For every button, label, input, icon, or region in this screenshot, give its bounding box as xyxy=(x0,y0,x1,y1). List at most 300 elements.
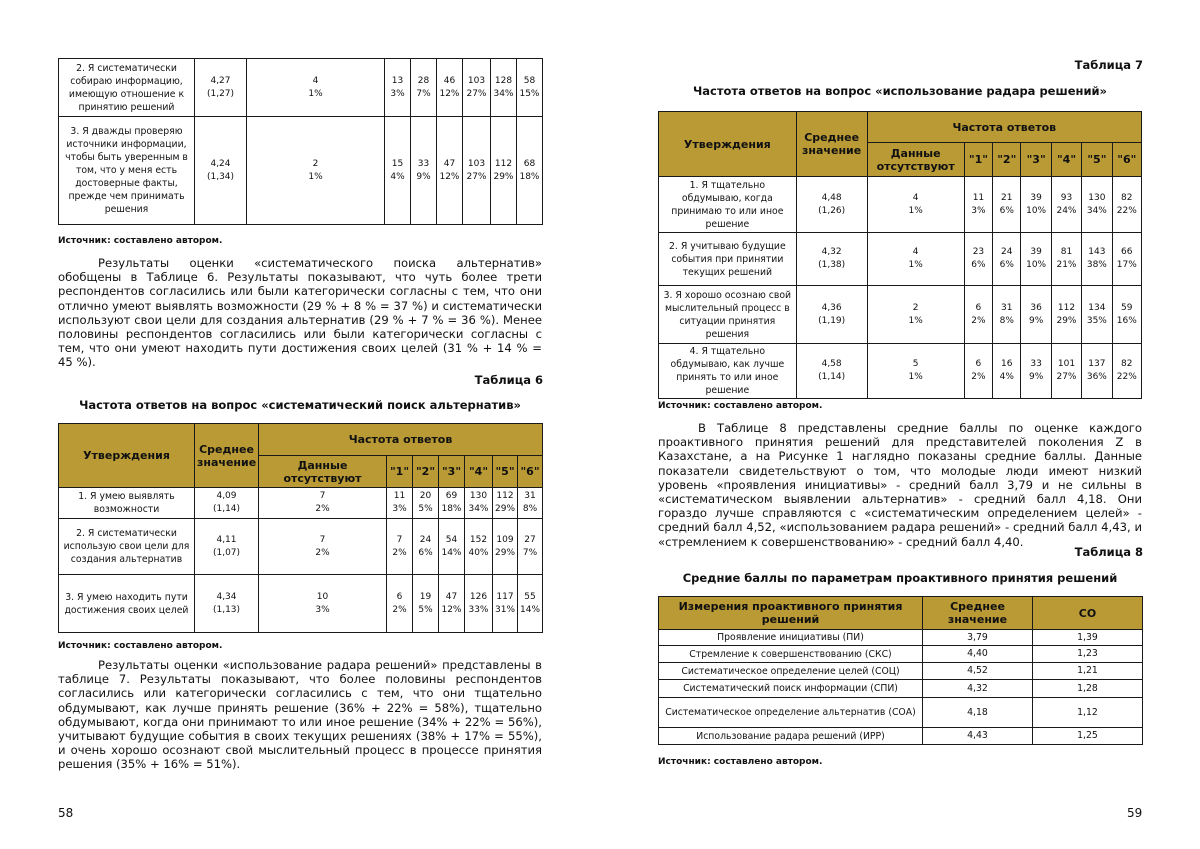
frequency-cell-value: 55 xyxy=(524,591,536,602)
frequency-cell-secondary: 12% xyxy=(439,88,460,99)
frequency-cell-value: 6 xyxy=(975,302,982,313)
frequency-cell-value: 39 xyxy=(1030,247,1042,257)
missing-cell-secondary: 1% xyxy=(908,260,923,270)
frequency-cell-value: 24 xyxy=(419,534,432,545)
frequency-cell xyxy=(993,286,1021,344)
frequency-cell-secondary: 27% xyxy=(466,88,487,99)
frequency-cell-value: 33 xyxy=(417,158,430,169)
table7-header-missing: Данные отсутствуют xyxy=(867,143,964,177)
frequency-cell xyxy=(1021,286,1051,344)
frequency-cell xyxy=(493,575,518,633)
table6-header-missing: Данные отсутствуют xyxy=(259,456,387,488)
frequency-cell-value: 36 xyxy=(1030,302,1042,313)
frequency-cell-secondary: 17% xyxy=(1116,260,1137,270)
frequency-cell-value: 47 xyxy=(443,158,456,169)
frequency-cell-secondary: 2% xyxy=(392,604,407,615)
frequency-cell xyxy=(518,575,543,633)
dimension-cell: Систематическое определение целей (СОЦ) xyxy=(659,663,923,680)
frequency-cell-secondary: 14% xyxy=(441,547,462,558)
table7-number: Таблица 7 xyxy=(1074,58,1143,72)
frequency-cell xyxy=(964,233,992,286)
table-row xyxy=(659,286,1142,344)
missing-cell-value: 10 xyxy=(316,591,329,602)
table7 xyxy=(658,111,1142,399)
frequency-cell-secondary: 40% xyxy=(468,547,489,558)
frequency-cell xyxy=(437,59,463,117)
table-row xyxy=(659,646,1143,663)
missing-cell-value: 4 xyxy=(912,247,919,257)
frequency-cell xyxy=(493,488,518,519)
source-note: Источник: составлено автором. xyxy=(58,236,223,246)
frequency-cell-secondary: 27% xyxy=(466,171,487,182)
frequency-cell-secondary: 24% xyxy=(1056,205,1077,216)
frequency-cell-secondary: 29% xyxy=(493,171,514,182)
table8 xyxy=(658,596,1143,745)
missing-cell-secondary: 1% xyxy=(908,205,923,216)
frequency-cell xyxy=(413,488,439,519)
frequency-cell-secondary: 7% xyxy=(522,547,538,558)
frequency-cell-secondary: 10% xyxy=(1026,205,1047,216)
frequency-cell xyxy=(465,519,493,575)
frequency-cell-value: 103 xyxy=(467,75,486,86)
frequency-cell-secondary: 35% xyxy=(1086,315,1107,326)
frequency-cell xyxy=(1112,233,1141,286)
missing-cell-value: 2 xyxy=(312,158,319,169)
frequency-cell xyxy=(491,117,517,225)
frequency-cell-secondary: 34% xyxy=(1086,205,1107,216)
frequency-cell xyxy=(493,519,518,575)
paragraph-systematic-search: Результаты оценки «систематического поиска альтернатив» обобщены в Таблице 6. Результаты показывают, что чуть более трети респондентов согласились или были категорически согласны с тем, что они отлично умеют выявлять возможности (29 % + 8 % = 37 %) и систематически используют свои цели для создания альтернатив (29 % + 7 % = 36 %). Менее половины респондентов согласились или были категорически согласны с тем, что они умеют находить пути достижения своих целей (31 % + 14 % = 45 %). xyxy=(58,256,542,370)
dimension-cell: Использование радара решений (ИРР) xyxy=(659,728,923,745)
mean-cell-secondary: (1,13) xyxy=(212,604,241,615)
frequency-cell-secondary: 7% xyxy=(416,88,431,99)
frequency-cell xyxy=(1021,233,1051,286)
frequency-cell xyxy=(1112,344,1141,399)
frequency-cell-value: 54 xyxy=(445,534,458,545)
frequency-cell-secondary: 3% xyxy=(971,205,986,216)
missing-cell-secondary: 1% xyxy=(908,372,923,382)
table7-title: Частота ответов на вопрос «использование радара решений» xyxy=(693,84,1107,98)
frequency-cell-value: 101 xyxy=(1057,359,1076,369)
table6-header-mean: Среднее значение xyxy=(195,424,259,488)
frequency-cell-secondary: 29% xyxy=(1056,315,1077,326)
frequency-cell-secondary: 4% xyxy=(390,171,405,182)
frequency-cell-value: 7 xyxy=(396,534,403,545)
frequency-cell-secondary: 22% xyxy=(1116,205,1137,216)
frequency-cell-value: 59 xyxy=(1121,302,1133,313)
frequency-cell-value: 24 xyxy=(1001,247,1013,257)
frequency-cell-value: 19 xyxy=(419,591,432,602)
missing-cell xyxy=(867,286,964,344)
frequency-cell-value: 11 xyxy=(393,491,406,501)
dimension-cell: Систематическое определение альтернатив (СОА) xyxy=(659,698,923,728)
frequency-cell xyxy=(1021,344,1051,399)
frequency-cell xyxy=(437,117,463,225)
missing-cell-secondary: 3% xyxy=(315,604,330,615)
table6-header-statements: Утверждения xyxy=(59,424,195,488)
frequency-cell-value: 33 xyxy=(1030,359,1042,369)
frequency-cell-secondary: 2% xyxy=(971,372,986,382)
statement-cell: 2. Я систематически использую свои цели для создания альтернатив xyxy=(59,519,195,575)
frequency-cell-value: 143 xyxy=(1088,247,1106,257)
table6-header-frequency: Частота ответов xyxy=(259,424,543,456)
mean-cell xyxy=(195,575,259,633)
mean-cell xyxy=(195,59,247,117)
frequency-cell-secondary: 12% xyxy=(439,171,460,182)
missing-cell-value: 4 xyxy=(912,192,919,203)
frequency-cell xyxy=(413,575,439,633)
table-row xyxy=(59,575,543,633)
table-row xyxy=(59,59,543,117)
table7-header-mean: Среднее значение xyxy=(796,112,867,177)
frequency-cell-secondary: 31% xyxy=(495,604,516,615)
frequency-cell-value: 46 xyxy=(443,75,456,86)
frequency-cell-secondary: 12% xyxy=(441,604,462,615)
table6-title: Частота ответов на вопрос «систематический поиск альтернатив» xyxy=(79,398,521,412)
frequency-cell-value: 112 xyxy=(1057,302,1076,313)
sd-cell: 1,23 xyxy=(1033,646,1143,663)
frequency-cell xyxy=(1082,233,1112,286)
mean-cell xyxy=(796,233,867,286)
frequency-cell xyxy=(439,519,465,575)
table6-header-scale: "3" xyxy=(439,456,465,488)
mean-cell-secondary: (1,26) xyxy=(818,205,846,216)
frequency-cell xyxy=(993,233,1021,286)
missing-cell xyxy=(867,344,964,399)
missing-cell-secondary: 2% xyxy=(315,547,330,558)
mean-cell xyxy=(195,488,259,519)
mean-cell xyxy=(796,344,867,399)
frequency-cell-secondary: 38% xyxy=(1086,260,1107,270)
mean-cell xyxy=(796,177,867,233)
frequency-cell-value: 117 xyxy=(496,591,514,602)
frequency-cell-secondary: 18% xyxy=(441,504,462,514)
table8-header-mean: Среднее значение xyxy=(923,597,1033,630)
table-row xyxy=(659,233,1142,286)
frequency-cell xyxy=(964,344,992,399)
mean-cell-value: 4,32 xyxy=(821,247,842,257)
frequency-cell xyxy=(439,488,465,519)
frequency-cell-value: 126 xyxy=(469,591,488,602)
mean-cell-value: 4,36 xyxy=(821,302,842,313)
table6-header-scale: "6" xyxy=(518,456,543,488)
frequency-cell-secondary: 6% xyxy=(999,205,1014,216)
missing-cell xyxy=(259,519,387,575)
missing-cell-secondary: 1% xyxy=(908,315,923,326)
missing-cell xyxy=(867,177,964,233)
frequency-cell-value: 11 xyxy=(972,192,985,203)
frequency-cell xyxy=(387,519,413,575)
table7-header-scale: "3" xyxy=(1021,143,1051,177)
frequency-cell-value: 68 xyxy=(523,158,536,169)
mean-cell: 4,32 xyxy=(923,680,1033,698)
frequency-cell-secondary: 34% xyxy=(493,88,514,99)
frequency-cell-secondary: 6% xyxy=(418,547,433,558)
mean-cell: 4,43 xyxy=(923,728,1033,745)
frequency-cell xyxy=(1051,344,1081,399)
frequency-cell xyxy=(463,59,491,117)
statement-cell: 2. Я систематически собираю информацию, имеющую отношение к принятию решений xyxy=(59,59,195,117)
sd-cell: 1,28 xyxy=(1033,680,1143,698)
frequency-cell-secondary: 5% xyxy=(418,604,433,615)
table8-header-sd: СО xyxy=(1033,597,1143,630)
frequency-cell-value: 112 xyxy=(494,158,513,169)
frequency-cell-value: 93 xyxy=(1060,192,1073,203)
table-row xyxy=(659,630,1143,646)
missing-cell-value: 7 xyxy=(319,534,326,545)
mean-cell: 3,79 xyxy=(923,630,1033,646)
table7-header-statements: Утверждения xyxy=(659,112,797,177)
frequency-cell-value: 112 xyxy=(496,491,514,501)
frequency-cell-secondary: 9% xyxy=(416,171,431,182)
page-number: 58 xyxy=(58,806,74,820)
mean-cell xyxy=(195,117,247,225)
table6-number: Таблица 6 xyxy=(474,373,543,387)
sd-cell: 1,25 xyxy=(1033,728,1143,745)
mean-cell-secondary: (1,38) xyxy=(818,260,846,270)
dimension-cell: Систематический поиск информации (СПИ) xyxy=(659,680,923,698)
table-row xyxy=(59,488,543,519)
mean-cell-secondary: (1,34) xyxy=(206,171,235,182)
frequency-cell xyxy=(1051,177,1081,233)
table6 xyxy=(58,423,543,633)
frequency-cell xyxy=(1112,286,1141,344)
frequency-cell-value: 23 xyxy=(972,247,985,257)
frequency-cell-secondary: 36% xyxy=(1086,372,1107,382)
frequency-cell-secondary: 29% xyxy=(495,504,516,514)
table-row xyxy=(659,680,1143,698)
mean-cell-secondary: (1,14) xyxy=(212,504,241,514)
frequency-cell xyxy=(1082,177,1112,233)
missing-cell-value: 5 xyxy=(912,359,919,369)
table-row xyxy=(659,344,1142,399)
missing-cell-secondary: 1% xyxy=(308,171,323,182)
frequency-cell-value: 15 xyxy=(391,158,404,169)
frequency-cell-value: 81 xyxy=(1060,247,1073,257)
mean-cell-secondary: (1,14) xyxy=(818,372,846,382)
frequency-cell xyxy=(385,117,411,225)
frequency-cell-secondary: 6% xyxy=(999,260,1014,270)
paragraph-table8-intro: В Таблице 8 представлены средние баллы по оценке каждого проактивного принятия решений для представителей поколения Z в Казахстане, а на Рисунке 1 наглядно показаны средние баллы. Данные показатели свидетельствуют о том, что молодые люди имеют низкий уровень «проявления инициативы» - средний балл 3,79 и не сильны в «систематическом выявлении альтернатив» - средний балл 4,18. Они гораздо лучше справляются с «систематическим определением целей» - средний балл 4,52, «использованием радара решений» - средний балл 4,43, и «стремлением к совершенствованию» - средний балл 4,40. xyxy=(658,421,1142,549)
mean-cell: 4,40 xyxy=(923,646,1033,663)
statement-cell: 1. Я тщательно обдумываю, когда принимаю то или иное решение xyxy=(659,177,797,233)
source-note: Источник: составлено автором. xyxy=(658,401,823,411)
table6-header-scale: "2" xyxy=(413,456,439,488)
missing-cell xyxy=(247,59,385,117)
frequency-cell-secondary: 29% xyxy=(495,547,516,558)
missing-cell xyxy=(867,233,964,286)
mean-cell-value: 4,58 xyxy=(821,359,842,369)
mean-cell xyxy=(195,519,259,575)
statement-cell: 2. Я учитываю будущие события при принятии текущих решений xyxy=(659,233,797,286)
mean-cell-value: 4,27 xyxy=(210,75,231,86)
frequency-cell-value: 20 xyxy=(419,491,432,501)
frequency-cell-value: 39 xyxy=(1030,192,1042,203)
frequency-cell-secondary: 34% xyxy=(468,504,489,514)
frequency-cell xyxy=(964,286,992,344)
frequency-cell xyxy=(411,117,437,225)
table7-header-scale: "2" xyxy=(993,143,1021,177)
paragraph-decision-radar: Результаты оценки «использование радара решений» представлены в таблице 7. Результаты показывают, что более половины респондентов согласились или категорически согласились с тем, что они тщательно обдумывают, как лучше принять решение (36% + 22% = 58%), тщательно обдумывают, когда они принимают то или иное решение (34% + 22% = 56%), учитывают будущие события в своих текущих решениях (38% + 17% = 55%), и очень хорошо осознают свой мыслительный процесс в процессе принятия решения (35% + 16% = 51%). xyxy=(58,658,542,772)
frequency-cell-value: 137 xyxy=(1088,359,1106,369)
frequency-cell-value: 58 xyxy=(523,75,536,86)
missing-cell-secondary: 1% xyxy=(308,88,323,99)
frequency-cell-value: 109 xyxy=(496,534,514,545)
frequency-cell-secondary: 8% xyxy=(999,315,1014,326)
sd-cell: 1,39 xyxy=(1033,630,1143,646)
mean-cell-value: 4,24 xyxy=(210,158,231,169)
frequency-cell-secondary: 14% xyxy=(520,604,541,615)
frequency-cell-value: 31 xyxy=(524,491,536,501)
missing-cell xyxy=(259,575,387,633)
table6-header-scale: "1" xyxy=(387,456,413,488)
table7-header-scale: "1" xyxy=(964,143,992,177)
frequency-cell xyxy=(413,519,439,575)
frequency-cell xyxy=(517,117,543,225)
frequency-cell xyxy=(1051,233,1081,286)
frequency-cell-secondary: 2% xyxy=(392,547,407,558)
statement-cell: 1. Я умею выявлять возможности xyxy=(59,488,195,519)
table-row xyxy=(59,117,543,225)
mean-cell xyxy=(796,286,867,344)
frequency-cell-secondary: 22% xyxy=(1116,372,1137,382)
mean-cell-secondary: (1,27) xyxy=(206,88,235,99)
frequency-cell xyxy=(518,519,543,575)
table-row xyxy=(659,663,1143,680)
frequency-cell-secondary: 9% xyxy=(1028,315,1044,326)
frequency-cell-secondary: 33% xyxy=(468,604,489,615)
frequency-cell xyxy=(1082,344,1112,399)
mean-cell: 4,52 xyxy=(923,663,1033,680)
table8-number: Таблица 8 xyxy=(1074,545,1143,559)
frequency-cell-secondary: 2% xyxy=(971,315,986,326)
table7-header-scale: "5" xyxy=(1082,143,1112,177)
frequency-cell xyxy=(964,177,992,233)
frequency-cell xyxy=(411,59,437,117)
frequency-cell-secondary: 8% xyxy=(522,504,538,514)
frequency-cell-value: 130 xyxy=(469,491,488,501)
frequency-cell-secondary: 3% xyxy=(392,504,407,514)
source-note: Источник: составлено автором. xyxy=(58,641,223,651)
dimension-cell: Стремление к совершенствованию (СКС) xyxy=(659,646,923,663)
frequency-cell-secondary: 4% xyxy=(999,372,1014,382)
frequency-cell xyxy=(518,488,543,519)
mean-cell-secondary: (1,07) xyxy=(212,547,241,558)
table-row xyxy=(59,519,543,575)
statement-cell: 3. Я хорошо осознаю свой мыслительный процесс в ситуации принятия решения xyxy=(659,286,797,344)
table7-header-scale: "6" xyxy=(1112,143,1141,177)
frequency-cell-value: 130 xyxy=(1088,192,1106,203)
statement-cell: 3. Я умею находить пути достижения своих целей xyxy=(59,575,195,633)
missing-cell-value: 2 xyxy=(912,302,919,313)
missing-cell xyxy=(247,117,385,225)
dimension-cell: Проявление инициативы (ПИ) xyxy=(659,630,923,646)
mean-cell-value: 4,11 xyxy=(216,534,237,545)
frequency-cell xyxy=(465,575,493,633)
frequency-cell-value: 47 xyxy=(445,591,458,602)
table7-header-frequency: Частота ответов xyxy=(867,112,1141,143)
source-note: Источник: составлено автором. xyxy=(658,757,823,767)
table-row xyxy=(659,698,1143,728)
frequency-cell-value: 66 xyxy=(1121,247,1133,257)
frequency-cell-value: 134 xyxy=(1088,302,1106,313)
frequency-cell xyxy=(993,344,1021,399)
frequency-cell-value: 103 xyxy=(467,158,486,169)
frequency-cell-value: 128 xyxy=(494,75,513,86)
frequency-cell xyxy=(387,488,413,519)
table6-header-scale: "5" xyxy=(493,456,518,488)
missing-cell-value: 7 xyxy=(319,491,326,501)
right-page xyxy=(600,0,1200,849)
frequency-cell-value: 69 xyxy=(445,491,458,501)
table7-header-scale: "4" xyxy=(1051,143,1081,177)
frequency-cell-value: 152 xyxy=(469,534,488,545)
frequency-cell xyxy=(1112,177,1141,233)
mean-cell: 4,18 xyxy=(923,698,1033,728)
table6-header-scale: "4" xyxy=(465,456,493,488)
table5-continuation xyxy=(58,58,543,225)
frequency-cell xyxy=(1051,286,1081,344)
frequency-cell-secondary: 18% xyxy=(519,171,540,182)
mean-cell-value: 4,09 xyxy=(216,491,237,501)
page-number: 59 xyxy=(1127,806,1143,820)
table8-title: Средние баллы по параметрам проактивного принятия решений xyxy=(682,571,1118,585)
mean-cell-secondary: (1,19) xyxy=(818,315,846,326)
table8-header-dimension: Измерения проактивного принятия решений xyxy=(659,597,923,630)
frequency-cell-value: 31 xyxy=(1001,302,1013,313)
frequency-cell-value: 27 xyxy=(524,534,536,545)
frequency-cell-value: 13 xyxy=(391,75,404,86)
frequency-cell xyxy=(1082,286,1112,344)
frequency-cell-secondary: 5% xyxy=(418,504,433,514)
mean-cell-value: 4,34 xyxy=(216,591,237,602)
frequency-cell xyxy=(385,59,411,117)
sd-cell: 1,12 xyxy=(1033,698,1143,728)
frequency-cell-secondary: 16% xyxy=(1116,315,1137,326)
frequency-cell-secondary: 6% xyxy=(971,260,986,270)
frequency-cell xyxy=(439,575,465,633)
frequency-cell xyxy=(1021,177,1051,233)
frequency-cell-secondary: 15% xyxy=(519,88,540,99)
statement-cell: 4. Я тщательно обдумываю, как лучше принять то или иное решение xyxy=(659,344,797,399)
frequency-cell-value: 82 xyxy=(1121,359,1133,369)
statement-cell: 3. Я дважды проверяю источники информации, чтобы быть уверенным в том, что у меня есть достоверные факты, прежде чем принимать решения xyxy=(59,117,195,225)
mean-cell-value: 4,48 xyxy=(821,192,842,203)
frequency-cell-value: 6 xyxy=(396,591,403,602)
frequency-cell-value: 28 xyxy=(417,75,430,86)
table-row xyxy=(659,177,1142,233)
frequency-cell-secondary: 10% xyxy=(1026,260,1047,270)
frequency-cell xyxy=(993,177,1021,233)
table-row xyxy=(659,728,1143,745)
frequency-cell-secondary: 27% xyxy=(1056,372,1077,382)
frequency-cell xyxy=(387,575,413,633)
frequency-cell-value: 82 xyxy=(1121,192,1133,203)
frequency-cell-secondary: 3% xyxy=(390,88,405,99)
frequency-cell xyxy=(465,488,493,519)
frequency-cell xyxy=(463,117,491,225)
frequency-cell-secondary: 9% xyxy=(1028,372,1044,382)
missing-cell xyxy=(259,488,387,519)
frequency-cell xyxy=(491,59,517,117)
sd-cell: 1,21 xyxy=(1033,663,1143,680)
frequency-cell-value: 6 xyxy=(975,359,982,369)
frequency-cell-value: 16 xyxy=(1001,359,1013,369)
missing-cell-secondary: 2% xyxy=(315,504,330,514)
frequency-cell xyxy=(517,59,543,117)
missing-cell-value: 4 xyxy=(312,75,319,86)
frequency-cell-secondary: 21% xyxy=(1056,260,1077,270)
